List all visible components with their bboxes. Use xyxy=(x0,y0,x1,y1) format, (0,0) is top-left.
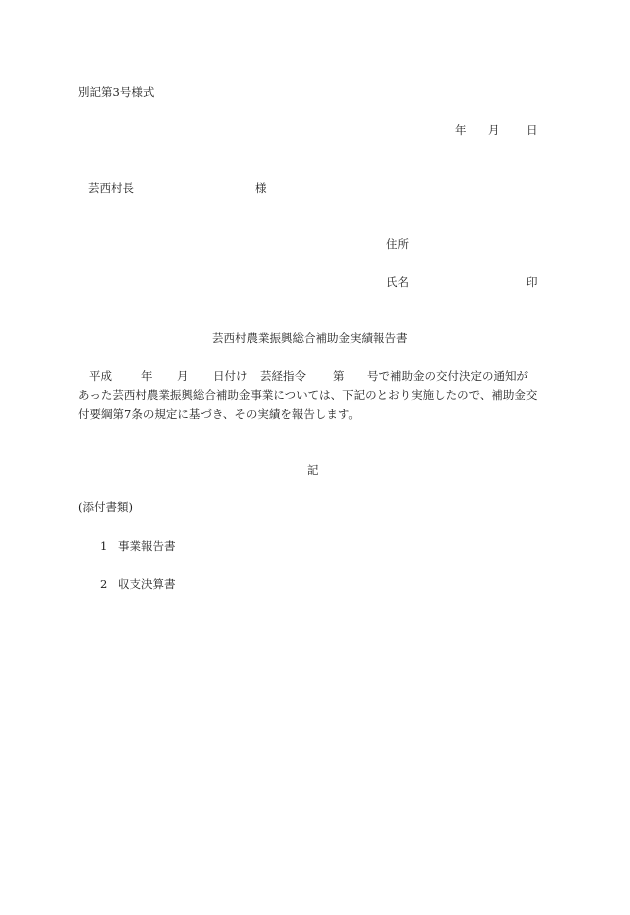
body-line-1 xyxy=(78,367,554,386)
attachment-item xyxy=(100,576,176,592)
date-day-label: 日 xyxy=(526,123,538,137)
body-paragraph xyxy=(78,367,554,424)
body-office-ref: 芸経指令 xyxy=(260,369,306,383)
body-date-suffix: 日付け xyxy=(213,369,248,383)
body-line-1-tail: 号で補助金の交付決定の通知が xyxy=(367,369,528,383)
date-month-label: 月 xyxy=(488,123,500,137)
body-month-label: 月 xyxy=(177,369,189,383)
seal-label: 印 xyxy=(526,275,538,289)
body-era: 平成 xyxy=(89,369,112,383)
body-line-3: 付要綱第7条の規定に基づき、その実績を報告します。 xyxy=(78,407,360,421)
date-year-label: 年 xyxy=(455,123,467,137)
body-number-prefix: 第 xyxy=(333,369,345,383)
addressee-name: 芸西村長 xyxy=(88,181,134,195)
attachment-item xyxy=(100,538,176,554)
body-line-2: あった芸西村農業振興総合補助金事業については、下記のとおり実施したので、補助金交 xyxy=(78,388,538,402)
address-label: 住所 xyxy=(386,237,409,251)
attachment-number: 1 xyxy=(100,539,108,553)
attachment-number: 2 xyxy=(100,577,108,591)
ki-heading: 記 xyxy=(307,463,319,477)
form-number: 別記第3号様式 xyxy=(78,85,155,99)
attachment-label: 事業報告書 xyxy=(118,539,176,553)
addressee xyxy=(88,180,267,196)
attachments-heading: (添付書類) xyxy=(78,500,133,514)
attachment-label: 収支決算書 xyxy=(118,577,176,591)
body-year-label: 年 xyxy=(141,369,153,383)
addressee-honorific: 様 xyxy=(255,181,267,195)
name-label: 氏名 xyxy=(386,275,409,289)
document-title: 芸西村農業振興総合補助金実績報告書 xyxy=(212,331,408,345)
date-line xyxy=(455,122,538,138)
